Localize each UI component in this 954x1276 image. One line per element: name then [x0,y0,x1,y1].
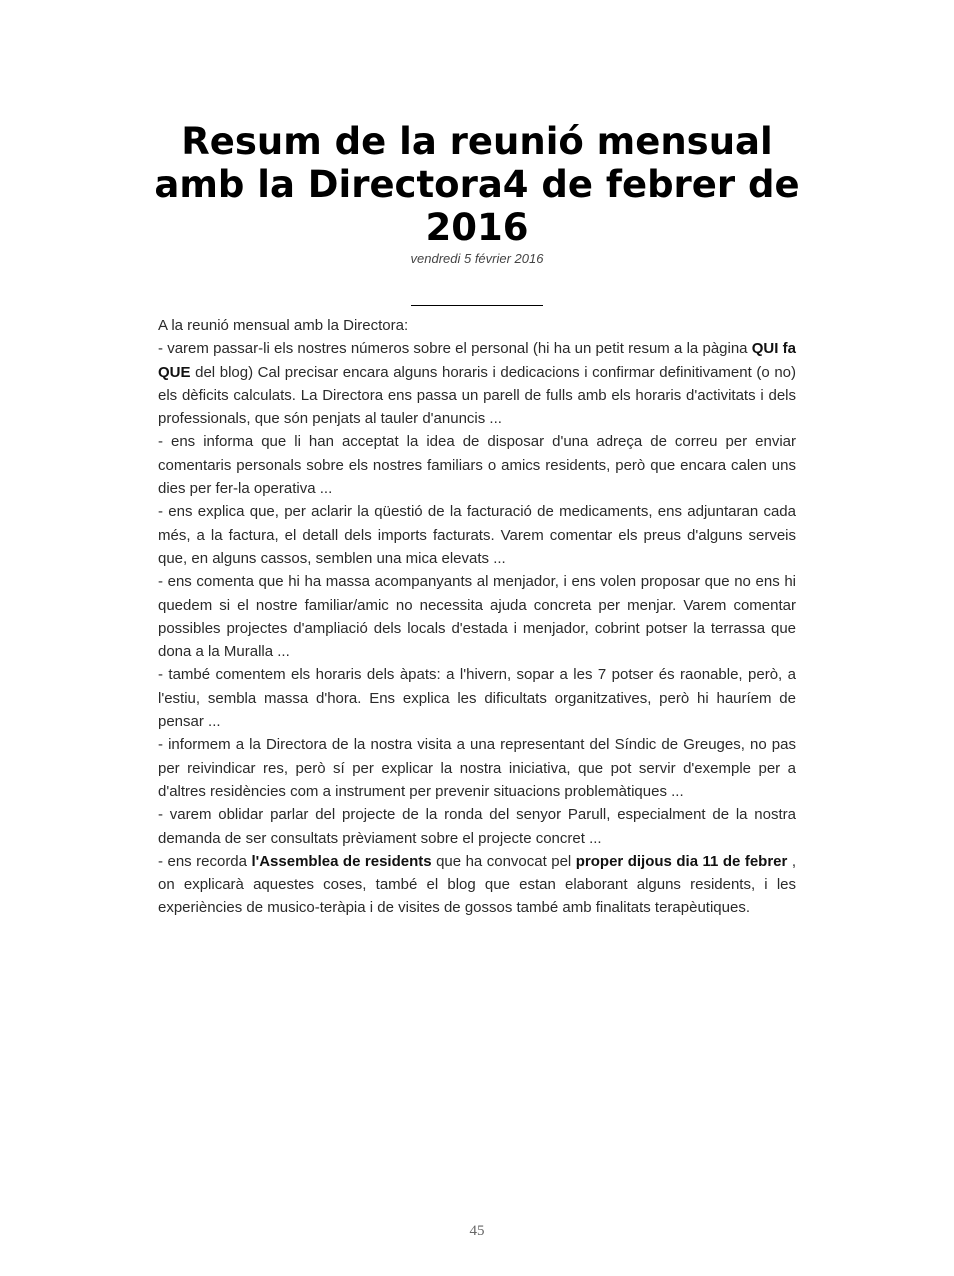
page-title: Resum de la reunió mensual amb la Directora4 de febrer de 2016 [154,120,800,249]
paragraph-meal-times: - també comentem els horaris dels àpats: a l'hivern, sopar a les 7 potser és raonable, però, a l'estiu, sembla massa d'hora. Ens explica les dificultats organitzatives, però hi hauríem de pensar ... [158,666,796,731]
date-highlight: proper dijous dia 11 de febrer [575,852,788,870]
page-number: 45 [469,1223,485,1239]
qui-fa-que-link: QUI fa QUE [158,340,796,381]
article-body [158,314,796,920]
paragraph-ronda-project: - varem oblidar parlar del projecte de la ronda del senyor Parull, especialment de la nostra demanda de ser consultats prèviament sobre el projecte concret ... [158,806,796,847]
paragraph-text: - ens recorda [158,852,252,870]
paragraph-personnel [158,337,796,430]
post-date: vendredi 5 février 2016 [410,251,544,266]
paragraph-text: - varem passar-li els nostres números sobre el personal (hi ha un petit resum a la pàgina [158,340,752,358]
paragraph-text: , on explicarà aquestes coses, també el blog que estan elaborant alguns residents, i les experiències de musico-teràpia i de visites de gossos també amb finalitats terapèutiques. [158,852,797,917]
paragraph-ombudsman: - informem a la Directora de la nostra visita a una representant del Síndic de Greuges, no pas per reivindicar res, però sí per explicar la nostra iniciativa, que pot servir d'exemple per a d'altres residències com a instrument per prevenir situacions problemàtiques ... [158,736,796,800]
intro-paragraph: A la reunió mensual amb la Directora: [158,317,409,334]
paragraph-text: que ha convocat pel [431,852,576,870]
assembly-highlight: l'Assemblea de residents [251,852,432,870]
paragraph-email: - ens informa que li han acceptat la idea de disposar d'una adreça de correu per enviar comentaris personals sobre els nostres familiars o amics residents, però que encara calen uns dies per fer-la operativa ... [158,433,796,498]
divider [411,305,543,306]
paragraph-text: del blog) Cal precisar encara alguns horaris i dedicacions i confirmar definitivament (o no) els dèficits calculats. La Directora ens passa un parell de fulls amb els horaris d'activitats i dels professionals, que són penjats al tauler d'anuncis ... [158,363,796,428]
paragraph-dining-room: - ens comenta que hi ha massa acompanyants al menjador, i ens volen proposar que no ens hi quedem si el nostre familiar/amic no necessita ajuda concreta per menjar. Varem comentar possibles projectes d'ampliació dels locals d'estada i menjador, cobrint potser la terrassa que dona a la Muralla ... [158,573,796,661]
paragraph-assembly [158,850,796,920]
paragraph-billing: - ens explica que, per aclarir la qüestió de la facturació de medicaments, ens adjuntaran cada més, a la factura, el detall dels imports facturats. Varem comentar els preus d'alguns serveis que, en alguns cassos, semblen una mica elevats ... [158,503,796,567]
